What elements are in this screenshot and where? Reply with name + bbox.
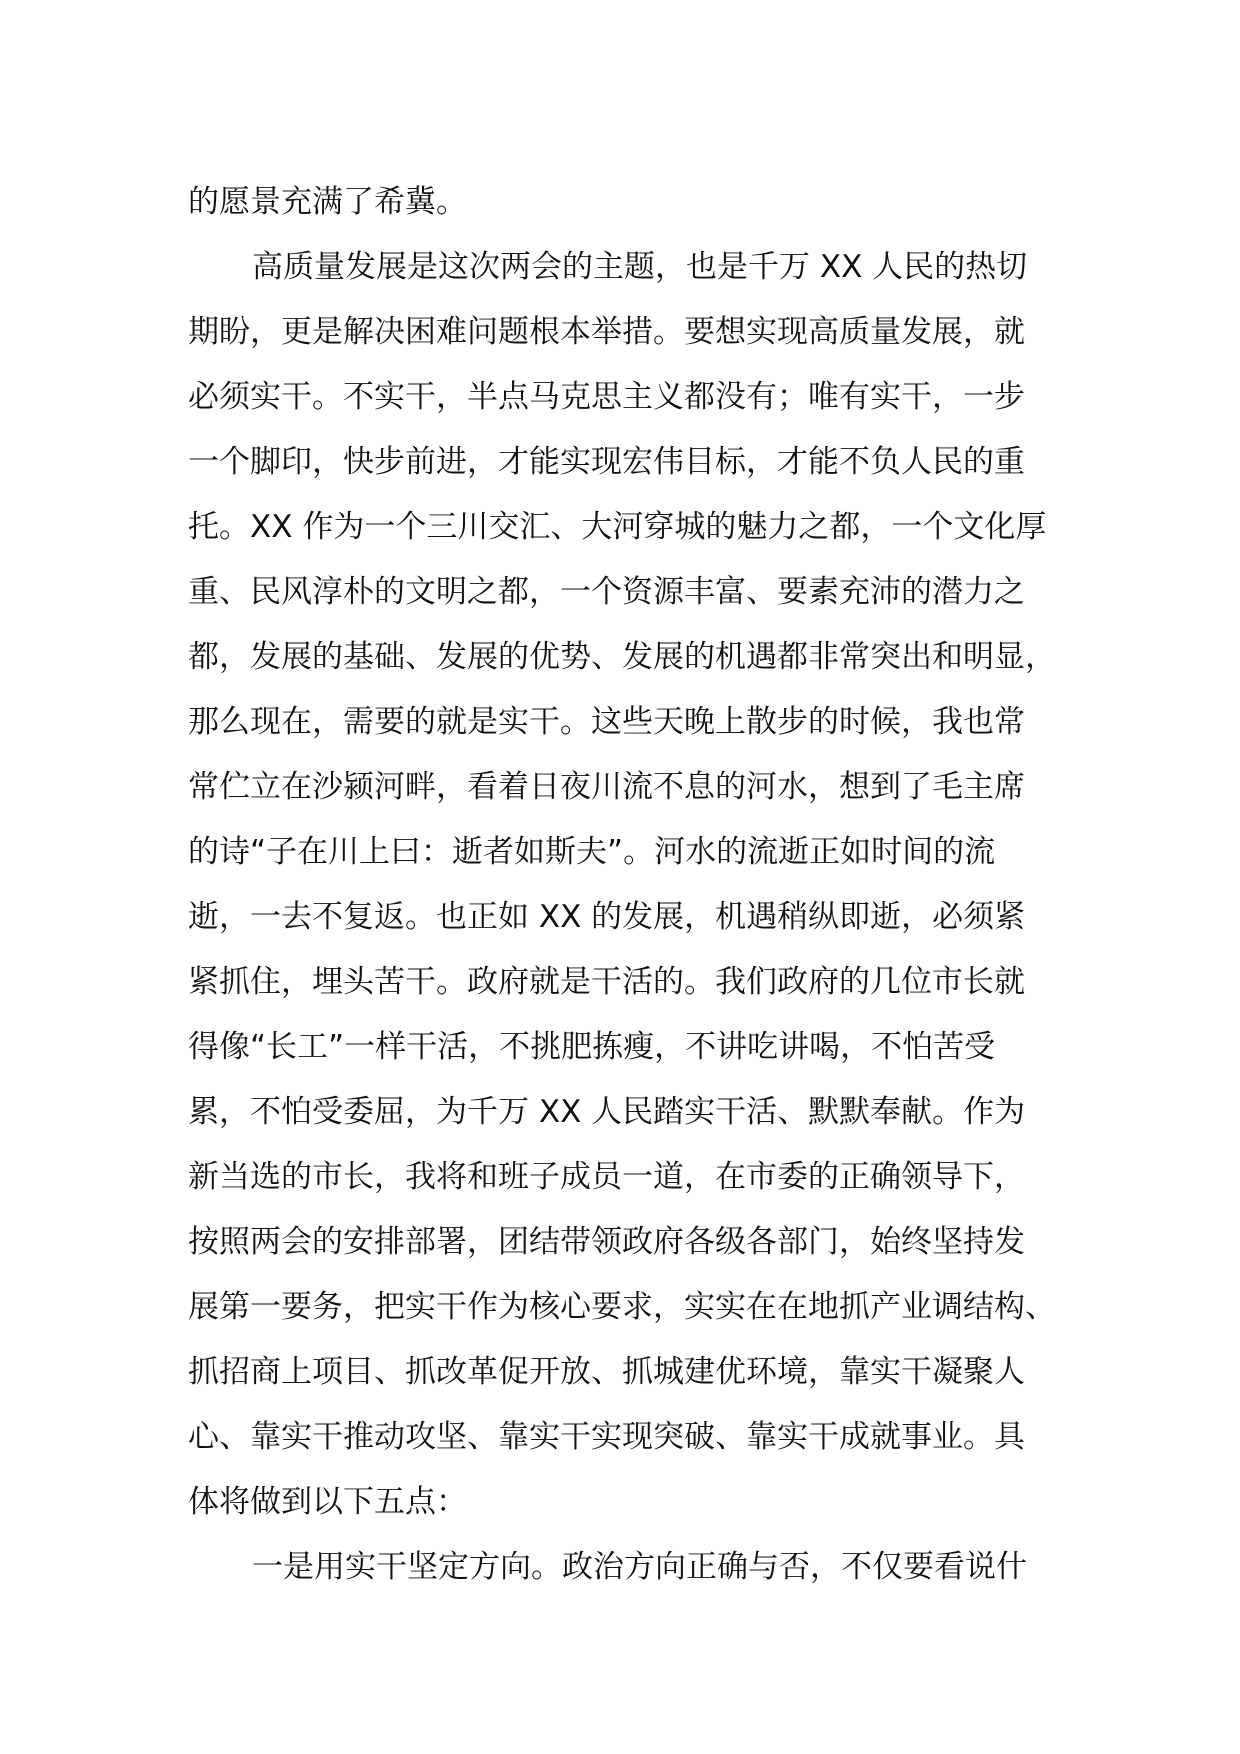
text-line: 重、民风淳朴的文明之都，一个资源丰富、要素充沛的潜力之 [188, 574, 1025, 610]
text-line: 高质量发展是这次两会的主题，也是千万 XX 人民的热切 [252, 249, 1028, 285]
text-line: 紧抓住，埋头苦干。政府就是干活的。我们政府的几位市长就 [188, 964, 1025, 1000]
text-line: 都，发展的基础、发展的优势、发展的机遇都非常突出和明显， [188, 639, 1056, 675]
text-line: 的愿景充满了希冀。 [188, 184, 467, 220]
text-line: 一是用实干坚定方向。政治方向正确与否，不仅要看说什 [252, 1549, 1027, 1585]
text-line: 心、靠实干推动攻坚、靠实干实现突破、靠实干成就事业。具 [188, 1419, 1025, 1455]
text-line: 逝，一去不复返。也正如 XX 的发展，机遇稍纵即逝，必须紧 [188, 899, 1026, 935]
text-line: 体将做到以下五点： [188, 1484, 467, 1520]
document-body [188, 170, 1068, 1600]
text-line: 期盼，更是解决困难问题根本举措。要想实现高质量发展，就 [188, 314, 1025, 350]
text-line: 必须实干。不实干，半点马克思主义都没有；唯有实干，一步 [188, 379, 1025, 415]
paragraph [188, 170, 1068, 235]
paragraph [188, 235, 1068, 1535]
text-line: 抓招商上项目、抓改革促开放、抓城建优环境，靠实干凝聚人 [188, 1354, 1025, 1390]
text-line: 累，不怕受委屈，为千万 XX 人民踏实干活、默默奉献。作为 [188, 1094, 1026, 1130]
text-line: 一个脚印，快步前进，才能实现宏伟目标，才能不负人民的重 [188, 444, 1025, 480]
text-line: 托。XX 作为一个三川交汇、大河穿城的魅力之都，一个文化厚 [188, 509, 1047, 545]
text-line: 按照两会的安排部署，团结带领政府各级各部门，始终坚持发 [188, 1224, 1025, 1260]
text-line: 那么现在，需要的就是实干。这些天晚上散步的时候，我也常 [188, 704, 1025, 740]
text-line: 新当选的市长，我将和班子成员一道，在市委的正确领导下， [188, 1159, 1025, 1195]
text-line: 的诗“子在川上曰：逝者如斯夫”。河水的流逝正如时间的流 [188, 834, 996, 870]
text-line: 常伫立在沙颍河畔，看着日夜川流不息的河水，想到了毛主席 [188, 769, 1025, 805]
paragraph [188, 1535, 1068, 1600]
text-line: 得像“长工”一样干活，不挑肥拣瘦，不讲吃讲喝，不怕苦受 [188, 1029, 996, 1065]
text-line: 展第一要务，把实干作为核心要求，实实在在地抓产业调结构、 [188, 1289, 1056, 1325]
